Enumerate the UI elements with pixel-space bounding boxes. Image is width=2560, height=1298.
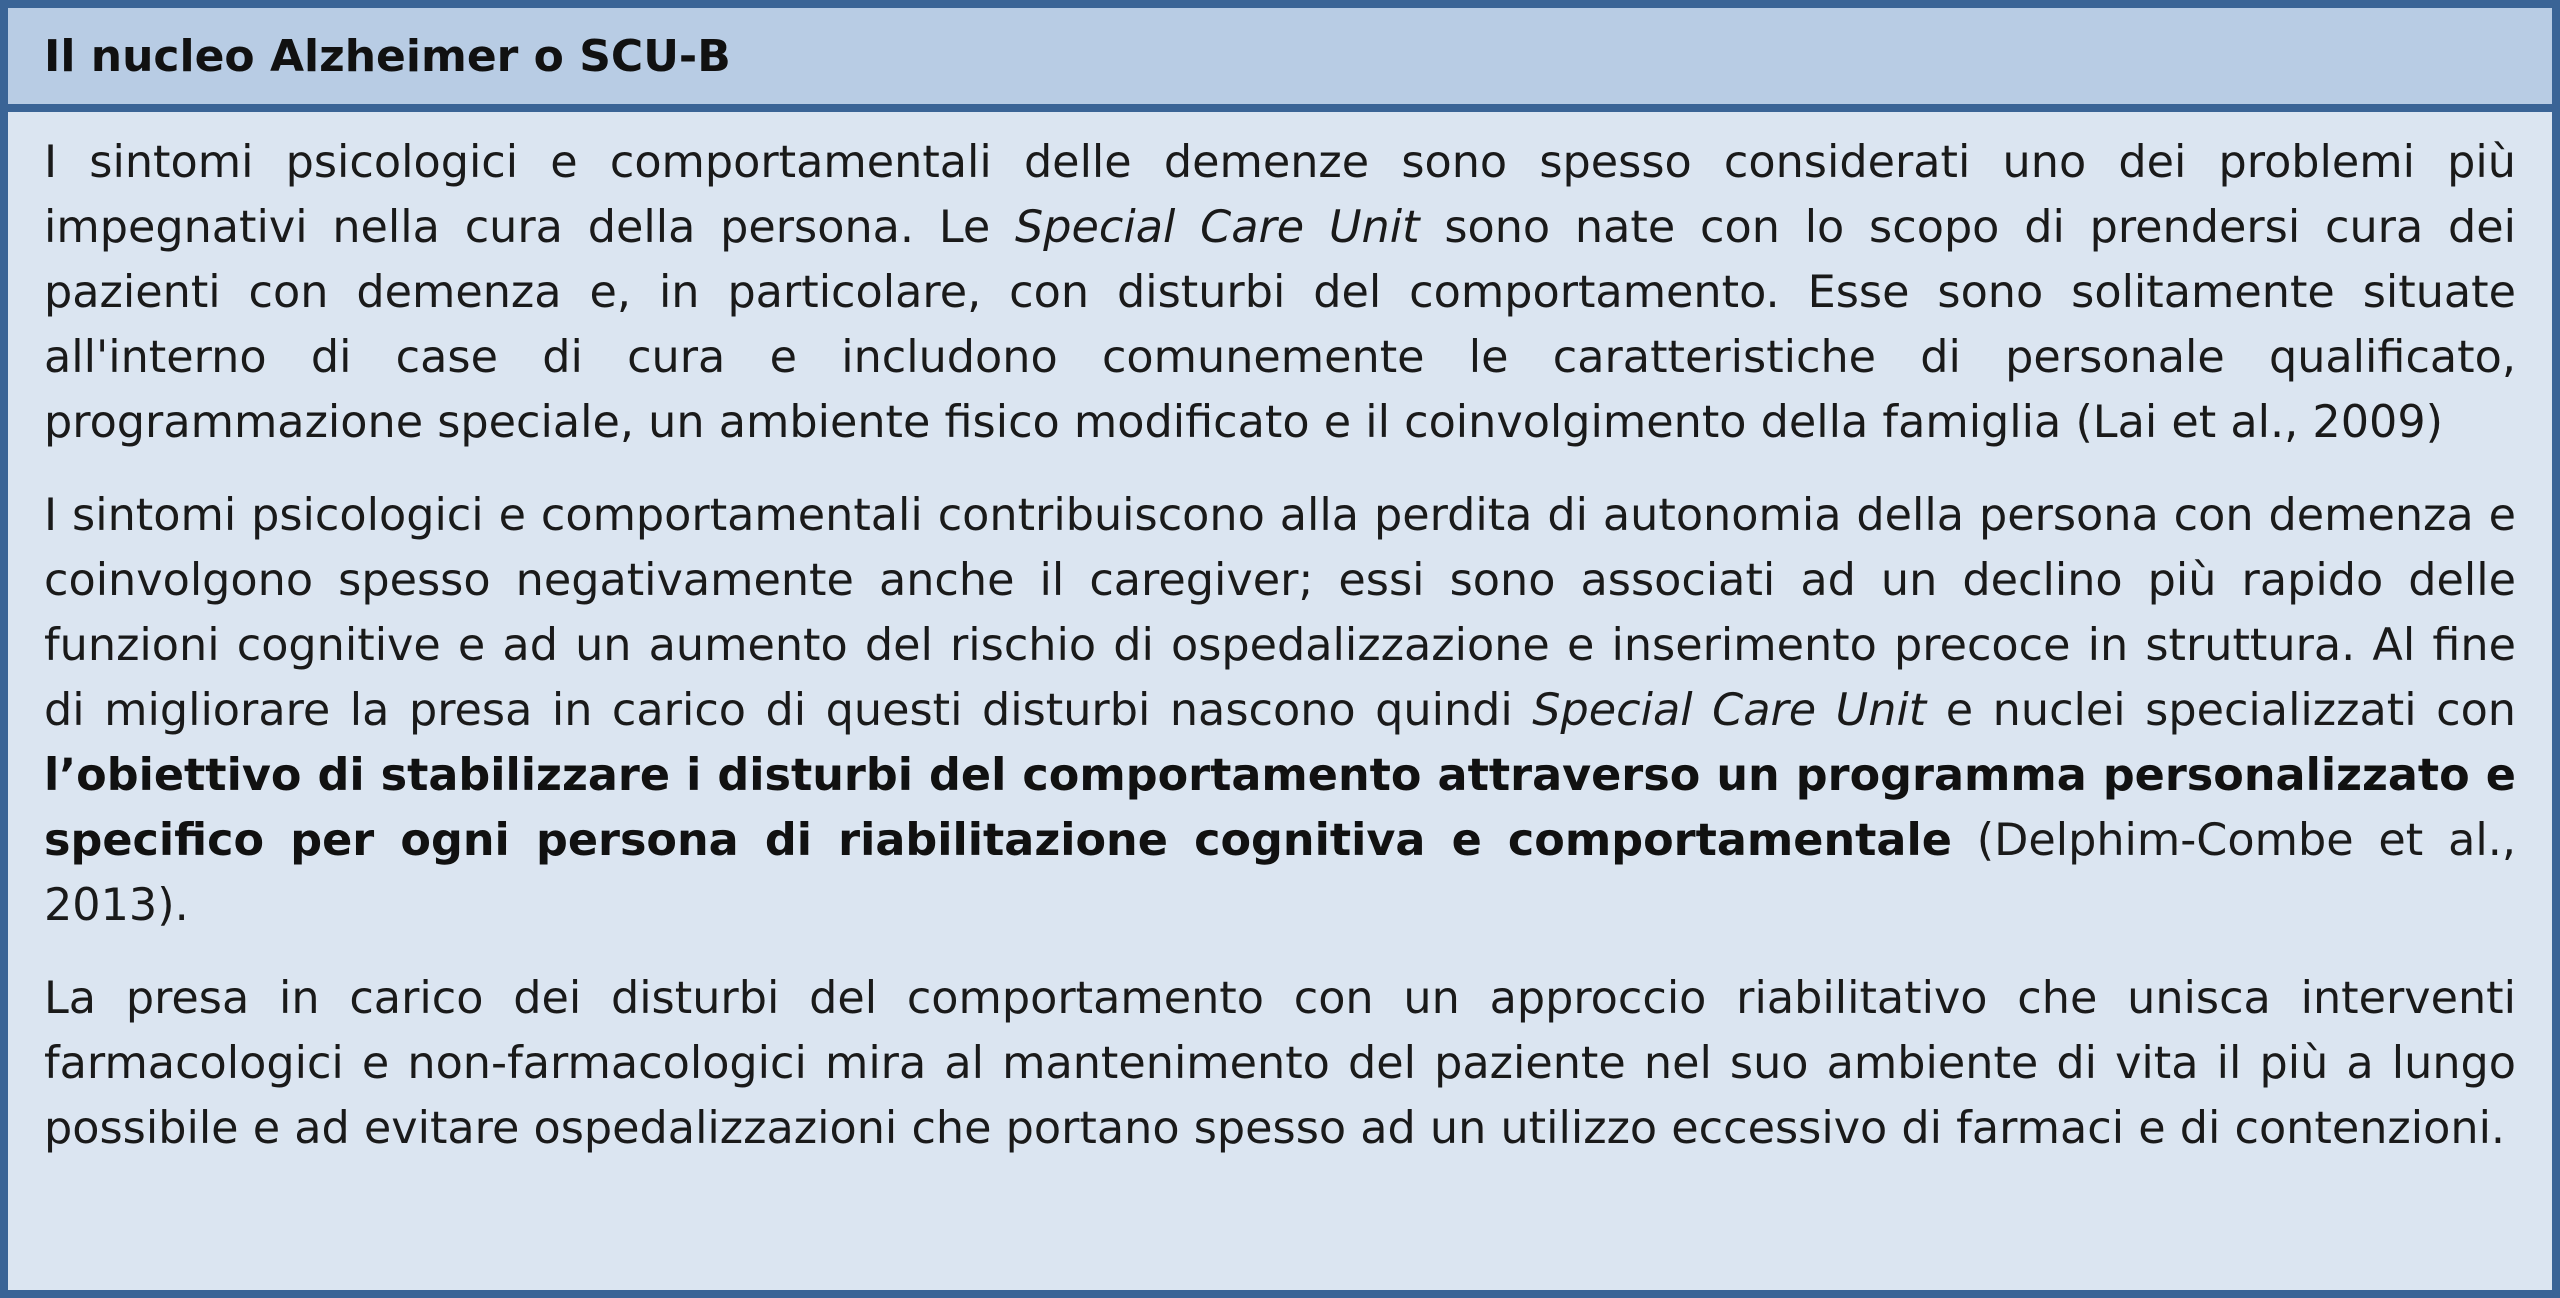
paragraph-2-text-a: I sintomi psicologici e comportamentali contribuiscono alla perdita di autonomia della persona con demenza e coinvolgono spesso negativamente anche il caregiver; essi sono associati ad un declino più rapido delle funzioni cognitive e ad un aumento del rischio di ospedalizzazione e inserimento precoce in struttura. Al fine di migliorare la presa in carico di questi disturbi nascono quindi [44, 490, 2516, 736]
paragraph-3-text: La presa in carico dei disturbi del comportamento con un approccio riabilitativo che unisca interventi farmacologici e non-farmacologici mira al mantenimento del paziente nel suo ambiente di vita il più a lungo possibile e ad evitare ospedalizzazioni che portano spesso ad un utilizzo eccessivo di farmaci e di contenzioni. [44, 973, 2516, 1154]
paragraph-2-text-b: e nuclei specializzati con [1926, 685, 2516, 736]
box-body [8, 112, 2552, 1161]
paragraph-2-bold: l’obiettivo di stabilizzare i disturbi del comportamento attraverso un programma personalizzato e specifico per ogni persona di riabilitazione cognitiva e comportamentale [44, 750, 2516, 866]
paragraph-1-text-a: I sintomi psicologici e comportamentali delle demenze sono spesso considerati uno dei problemi più impegnativi nella cura della persona. Le [44, 137, 2516, 253]
paragraph-3 [44, 966, 2516, 1161]
box-header [8, 8, 2552, 112]
paragraph-2-text-c: (Delphim-Combe et al., 2013). [44, 815, 2516, 931]
paragraph-1-italic: Special Care Unit [1015, 202, 1420, 253]
paragraph-1-text-b: sono nate con lo scopo di prendersi cura dei pazienti con demenza e, in particolare, con disturbi del comportamento. Esse sono solitamente situate all'interno di case di cura e includono comunemente le caratteristiche di personale qualificato, programmazione speciale, un ambiente fisico modificato e il coinvolgimento della famiglia (Lai et al., 2009) [44, 202, 2516, 448]
paragraph-2 [44, 483, 2516, 938]
paragraph-2-italic: Special Care Unit [1532, 685, 1927, 736]
paragraph-1 [44, 130, 2516, 455]
box-title: Il nucleo Alzheimer o SCU-B [44, 30, 731, 82]
